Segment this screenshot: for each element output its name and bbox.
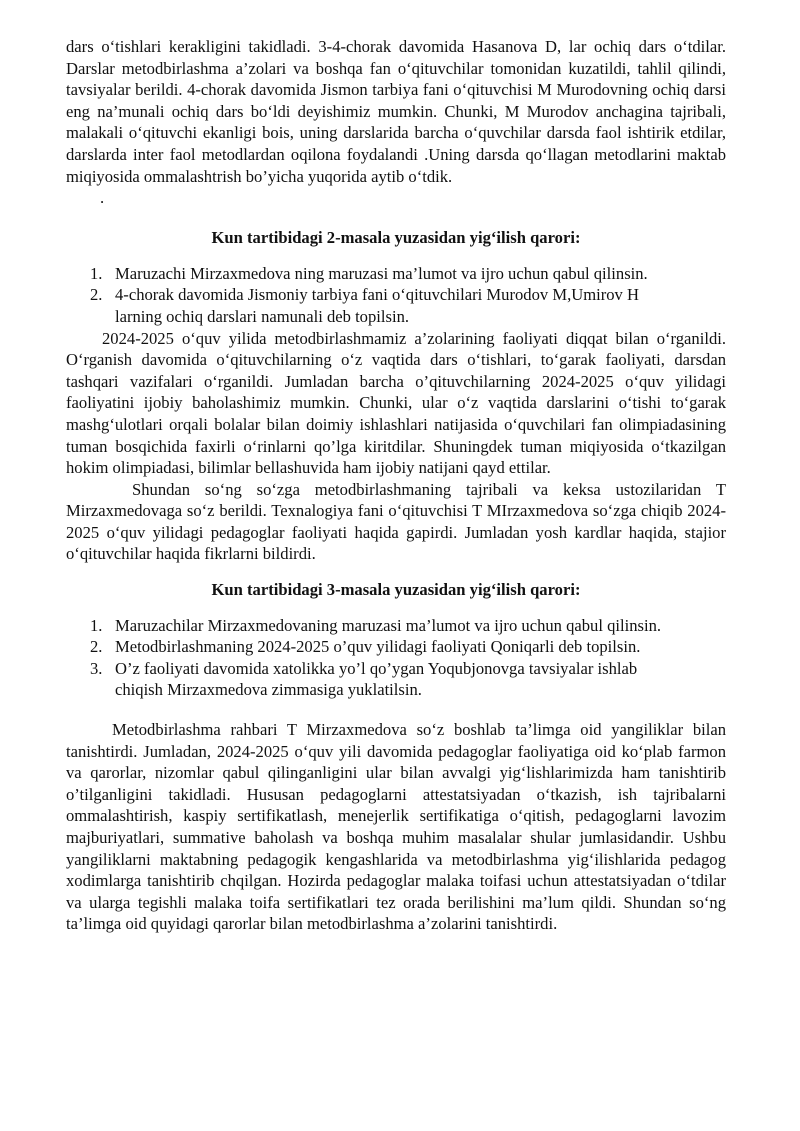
list-item-number: 2.: [90, 637, 103, 657]
list-item: [66, 615, 726, 637]
decision-list-3: [66, 615, 726, 701]
paragraph-4: Metodbirlashma rahbari T Mirzaxmedova so‘z boshlab ta’limga oid yangiliklar bilan tanishtirdi. Jumladan, 2024-2025 o‘quv yili davomida pedagoglar faoliyatiga oid ko‘plab farmon va qarorlar, nizomlar qabul qilinganligini ular bilan avvalgi yig‘lishlarimizda ham tanishtirib o’tilganligini takidladi. Hususan pedagoglarni attestatsiyadan o‘tkazish, ish tajribalarni ommalashtirish, kaspiy sertifikatlash, menejerlik sertifikatiga o‘qitish, pedagoglarni lavozim majburiyatlari, summative baholash va boshqa muhim masalalar shular jumlasidandir. Ushbu yangiliklarni maktabning pedagogik kengashlarida va metodbirlashma yig‘ilishlarida pedagog xodimlarga tanishtirib chqilgan. Hozirda pedagoglar malaka toifasi uchun attestatsiyadan o‘tdilar va ularga tegishli malaka toifa sertifikatlari tez orada berilishini ma’lum qildi. Shundan so‘ng ta’limga oid quyidagi qarorlar bilan metodbirlashma a’zolarini tanishtirdi.: [66, 720, 726, 934]
list-item: [66, 284, 726, 327]
heading-item-2: Kun tartibidagi 2-masala yuzasidan yig‘ilish qarori:: [211, 228, 581, 248]
paragraph-2: 2024-2025 o‘quv yilida metodbirlashmamiz a’zolarining faoliyati diqqat bilan o‘rganildi. O‘rganish davomida o‘qituvchilarning o‘z vaqtida dars o‘tishlari, to‘garak faoliyati, darsdan tashqari vazifalari o‘rganildi. Jumladan barcha o’qituvchilarning 2024-2025 o‘quv yilidagi faoliyatini ijobiy baholashimiz mumkin. Chunki, ular o‘z vaqtida darslarini o‘tishi to‘garak mashg‘ulotlari orqali bolalar bilan doimiy ishlashlari natijasida o‘quvchilari fan olimpiadasining tuman bosqichida faxirli o‘rinlarni qo’lga kiritdilar. Shuningdek tuman miqiyosida o‘tkazilgan hokim olimpiadasi, bilimlar bellashuvida ham ijobiy natijani qayd ettilar.: [66, 328, 726, 478]
list-item: [66, 636, 726, 658]
list-item-number: 2.: [90, 285, 103, 305]
list-item-text: 4-chorak davomida Jismoniy tarbiya fani o‘qituvchilari Murodov M,Umirov H larning ochiq darslari namunali deb topilsin.: [115, 285, 639, 326]
paragraph-3: Shundan so‘ng so‘zga metodbirlashmaning tajribali va keksa ustozilaridan T Mirzaxmedovaga so‘z berildi. Texnalogiya fani o‘qituvchisi T MIrzaxmedova so‘zga chiqib 2024-2025 o‘quv yilidagi pedagoglar faoliyati haqida gapirdi. Jumladan yosh kardlar haqida, stajior o‘qituvchilar haqida fikrlarni bildirdi.: [66, 479, 726, 564]
decision-list-2: [66, 263, 726, 328]
list-item: [66, 658, 726, 701]
document-page: [66, 36, 726, 935]
list-item-text: Maruzachi Mirzaxmedova ning maruzasi ma’lumot va ijro uchun qabul qilinsin.: [115, 263, 648, 283]
list-item-text: O’z faoliyati davomida xatolikka yo’l qo’ygan Yoqubjonovga tavsiyalar ishlab chiqish Mirzaxmedova zimmasiga yuklatilsin.: [115, 658, 638, 700]
list-item-number: 3.: [90, 658, 103, 678]
list-item-text: Metodbirlashmaning 2024-2025 o’quv yilidagi faoliyati Qoniqarli deb topilsin.: [115, 637, 641, 657]
list-item-number: 1.: [90, 615, 103, 635]
list-item: [66, 263, 726, 285]
list-item-text: Maruzachilar Mirzaxmedovaning maruzasi ma’lumot va ijro uchun qabul qilinsin.: [115, 615, 662, 635]
heading-item-3: Kun tartibidagi 3-masala yuzasidan yig‘ilish qarori:: [211, 580, 581, 600]
stray-dot: .: [100, 188, 105, 208]
paragraph-1: dars o‘tishlari kerakligini takidladi. 3-4-chorak davomida Hasanova D, lar ochiq dars o‘tdilar. Darslar metodbirlashma a’zolari va boshqa fan o‘qituvchilar tomonidan kuzatildi, tahlil qilindi, tavsiyalar berildi. 4-chorak davomida Jismon tarbiya fani o‘qituvchisi M Murodovning ochiq darsi eng na’munali ochiq dars bo‘ldi deyishimiz mumkin. Chunki, M Murodov anchagina tajribali, malakali o‘qituvchi ekanligi bois, uning darslarida barcha o‘quvchilar darsda faol ishtirik etdilar, darslarda inter faol metodlardan oqilona foydalandi .Uning darsda qo‘llagan metodlarini maktab miqiyosida ommalashtrish bo’yicha yuqorida aytib o‘tdik.: [66, 37, 726, 186]
list-item-number: 1.: [90, 263, 103, 283]
